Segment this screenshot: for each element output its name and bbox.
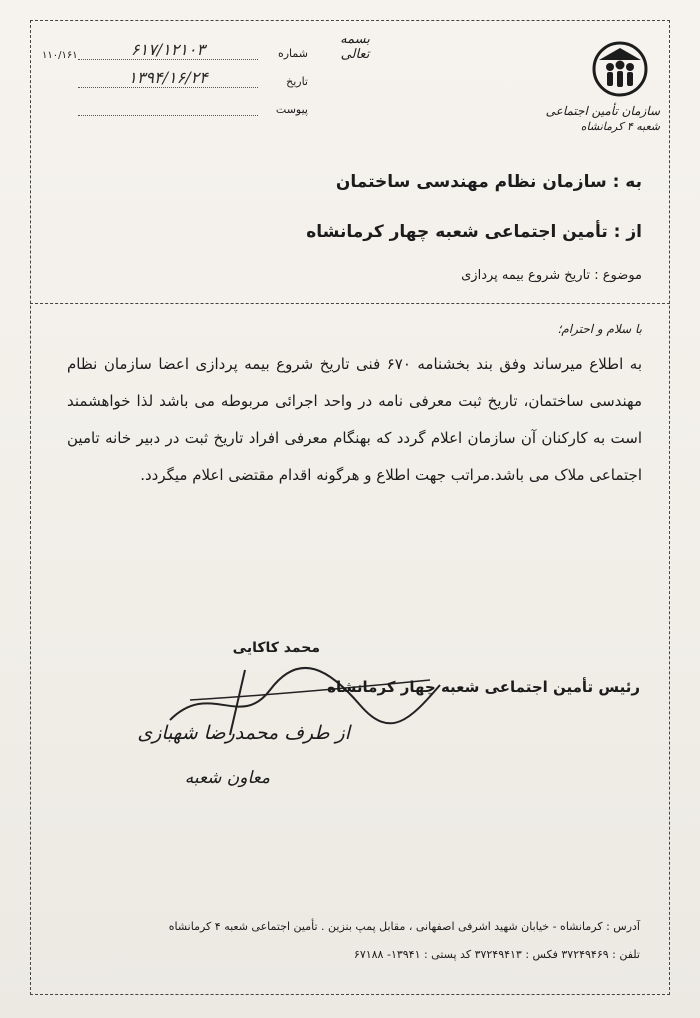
page-border: [30, 20, 670, 995]
footer-address: آدرس : کرمانشاه - خیابان شهید اشرفی اصفهانی ، مقابل پمپ بنزین . تأمین اجتماعی شعبه ۴ کرمانشاه: [168, 920, 640, 933]
attachment-label: پیوست: [275, 103, 308, 116]
date-row: [78, 68, 308, 88]
signer-title: رئیس تأمین اجتماعی شعبه چهار کرمانشاه: [327, 678, 640, 696]
attachment-value: [78, 115, 258, 116]
letter-body: به اطلاع میرساند وفق بند بخشنامه ۶۷۰ فنی تاریخ شروع بیمه پردازی اعضا سازمان نظام مهندسی ساختمان، تاریخ ثبت معرفی نامه در واحد اجرائی مربوطه می باشد لذا خواهشمند است به کارکنان آن سازمان اعلام گردد که بهنگام معرفی افراد تاریخ ثبت در دبیر خانه تامین اجتماعی ملاک می باشد.مراتب جهت اطلاع و هرگونه اقدام مقتضی اعلام میگردد.: [67, 355, 642, 484]
org-branch: شعبه ۴ کرمانشاه: [580, 120, 660, 133]
bismillah-heading: بسمه تعالی: [340, 32, 370, 62]
org-logo-block: [545, 40, 660, 133]
subject-line: موضوع : تاریخ شروع بیمه پردازی: [461, 268, 642, 283]
letter-meta: [78, 40, 308, 124]
date-label: تاریخ: [286, 75, 308, 88]
handwritten-deputy: معاون شعبه: [184, 768, 270, 788]
number-row: [78, 40, 308, 60]
header-divider: [30, 303, 670, 304]
date-value: ۱۳۹۴/۱۶/۲۴: [78, 68, 258, 88]
footer-phone: تلفن : ۳۷۲۴۹۴۶۹ فکس : ۳۷۲۴۹۴۱۳ کد پستی : ۱۳۹۴۱- ۶۷۱۸۸: [353, 948, 640, 961]
handwritten-on-behalf: از طرف محمدرضا شهبازی: [137, 722, 350, 744]
social-security-logo-icon: [591, 40, 649, 98]
number-value: ۶۱۷/۱۲۱۰۳: [78, 40, 258, 60]
number-label: شماره: [277, 47, 308, 60]
signer-name: محمد کاکایی: [232, 640, 320, 656]
org-name: سازمان تأمین اجتماعی: [545, 104, 660, 118]
attachment-row: [78, 96, 308, 116]
greeting: با سلام و احترام؛: [557, 322, 642, 336]
number-side-code: ۱۱۰/۱۶۱: [42, 50, 78, 61]
sender-line: از : تأمین اجتماعی شعبه چهار کرمانشاه: [306, 222, 642, 242]
recipient-line: به : سازمان نظام مهندسی ساختمان: [335, 172, 642, 192]
